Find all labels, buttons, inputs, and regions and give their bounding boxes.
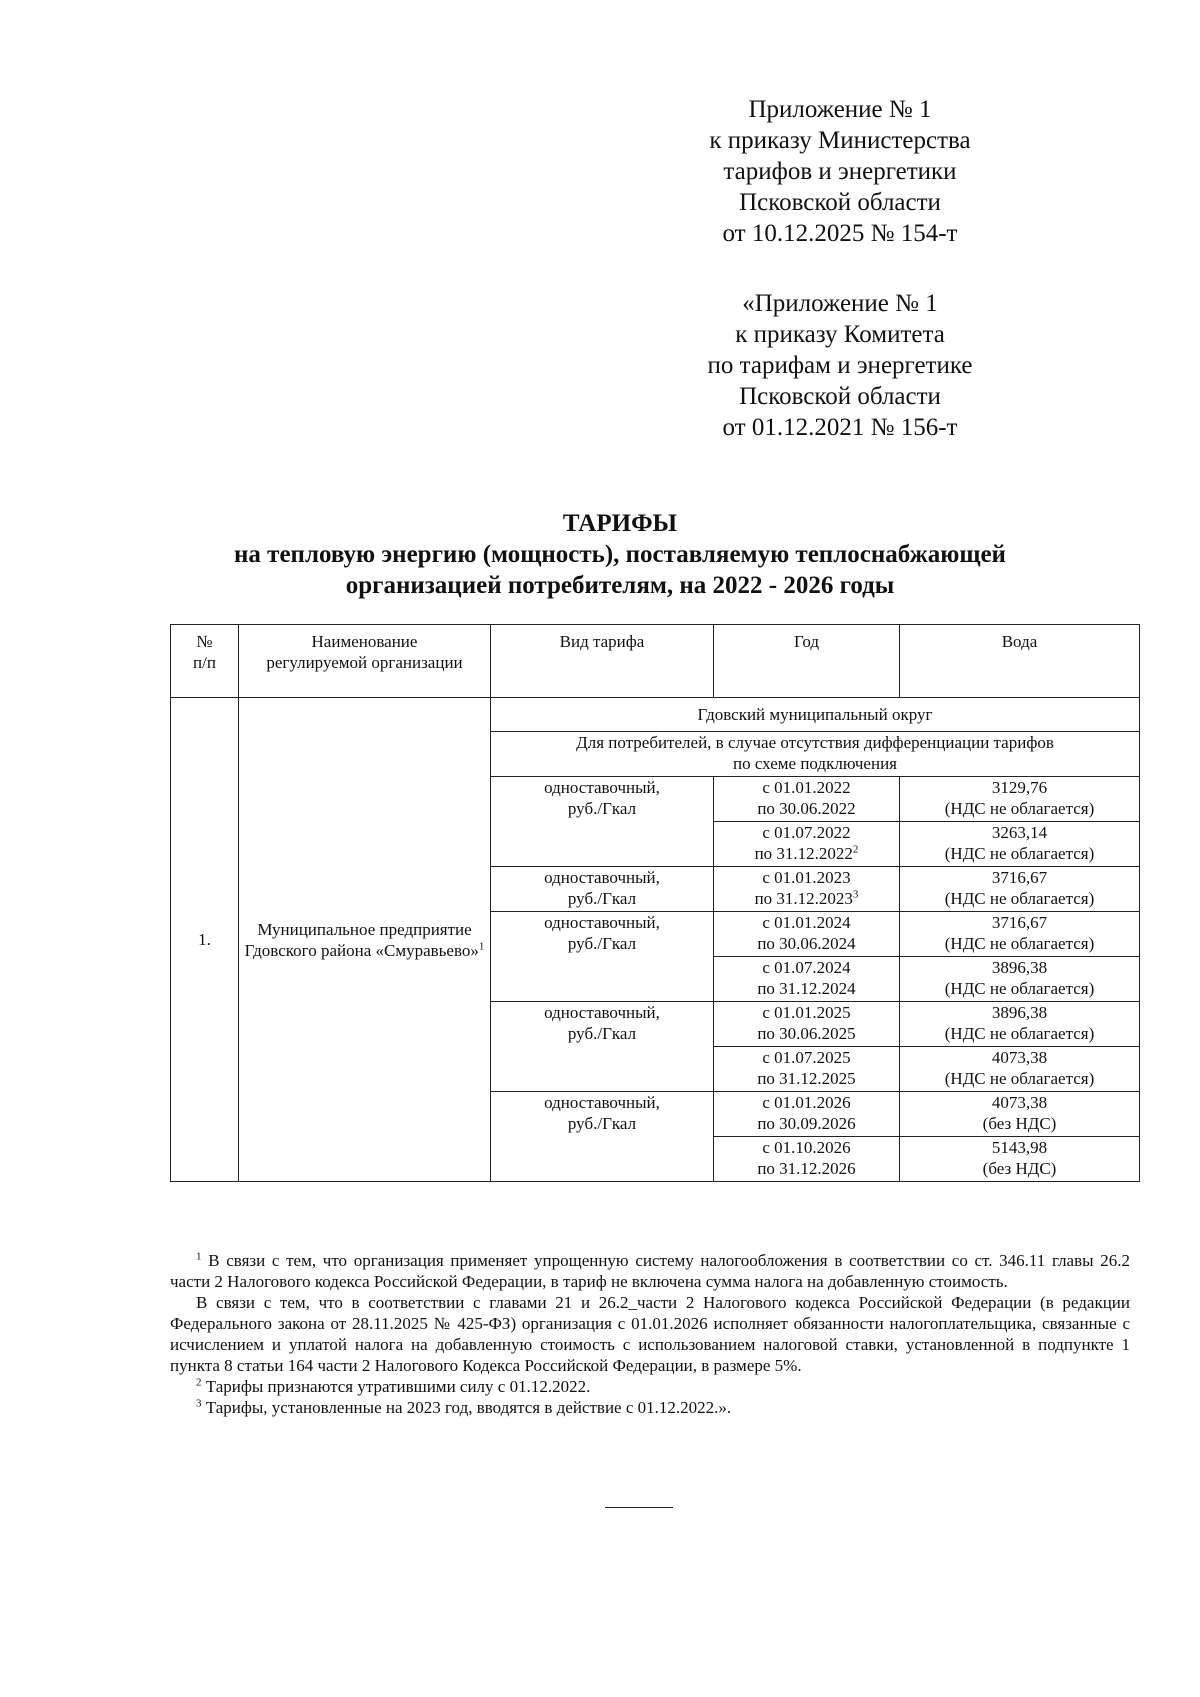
water-tariff: 3129,76 (НДС не облагается) [900,777,1140,822]
footnote-1-continuation: В связи с тем, что в соответствии с главами 21 и 26.2_части 2 Налогового кодекса Российской Федерации (в редакции Федерального закона от 28.11.2025 № 425-ФЗ) организация с 01.01.2026 исполняет обязанности налогоплательщика, связанные с исчислением и уплатой налога на добавленную стоимость с использованием налоговой ставки, установленной в подпункте 1 пункта 8 статьи 164 части 2 Налогового Кодекса Российской Федерации, в размере 5%. [170,1293,1130,1375]
period: с 01.07.2024 по 31.12.2024 [714,957,900,1002]
tariff-type: одноставочный, руб./Гкал [491,1092,714,1182]
header-number: № п/п [171,625,239,698]
period: с 01.10.2026 по 31.12.2026 [714,1137,900,1182]
appendix-line: тарифов и энергетики [723,158,957,185]
water-tariff: 3716,67 (НДС не облагается) [900,912,1140,957]
tariff-type: одноставочный, руб./Гкал [491,867,714,912]
district-name: Гдовский муниципальный округ [491,698,1140,732]
row-number: 1. [171,698,239,1182]
period: с 01.01.2022 по 30.06.2022 [714,777,900,822]
water-tariff: 3896,38 (НДС не облагается) [900,957,1140,1002]
footnote-3: $^3$ Тарифы, установленные на 2023 год, вводятся в действие с 01.12.2022.». [196,1397,732,1417]
water-tariff: 5143,98 (без НДС) [900,1137,1140,1182]
title-line: ТАРИФЫ [562,510,678,537]
appendix-line: от 10.12.2025 № 154-т [722,220,958,247]
header-organization: Наименование регулируемой организации [239,625,491,698]
period: с 01.01.2024 по 30.06.2024 [714,912,900,957]
document-title [150,508,1090,601]
period: с 01.01.2026 по 30.09.2026 [714,1092,900,1137]
water-tariff: 3716,67 (НДС не облагается) [900,867,1140,912]
appendix-line: Приложение № 1 [748,96,932,123]
footnote-ref: 1 [478,939,485,952]
tariff-type: одноставочный, руб./Гкал [491,1002,714,1092]
original-appendix-line: «Приложение № 1 [742,290,938,317]
footnote-1: $^1$ В связи с тем, что организация применяет упрощенную систему налогообложения в соответствии со ст. 346.11 главы 26.2 части 2 Налогового кодекса Российской Федерации, в тариф не включена сумма налога на добавленную стоимость. [170,1250,1130,1291]
water-tariff: 3896,38 (НДС не облагается) [900,1002,1140,1047]
water-tariff: 4073,38 (без НДС) [900,1092,1140,1137]
title-line: на тепловую энергию (мощность), поставляемую теплоснабжающей [234,541,1006,568]
original-appendix-line: Псковской области [739,383,941,410]
period: с 01.01.2023 по 31.12.2023$^3$ [714,867,900,912]
period: с 01.07.2025 по 31.12.2025 [714,1047,900,1092]
organization-name: Муниципальное предприятие Гдовского района «Смуравьево»$^1$ [239,698,491,1182]
appendix-line: Псковской области [739,189,941,216]
tariff-type: одноставочный, руб./Гкал [491,777,714,867]
footnotes [170,1250,1130,1418]
closing-rule [605,1507,673,1508]
original-appendix-line: от 01.12.2021 № 156-т [722,414,958,441]
appendix-header [680,94,1000,249]
original-appendix-header [680,288,1000,443]
tariff-type: одноставочный, руб./Гкал [491,912,714,1002]
footnote-2: $^2$ Тарифы признаются утратившими силу с 01.12.2022. [196,1376,591,1396]
district-row [171,698,1140,732]
original-appendix-line: к приказу Комитета [735,321,945,348]
appendix-line: к приказу Министерства [709,127,971,154]
tariff-table [170,624,1140,1182]
header-year: Год [714,625,900,698]
consumer-note: Для потребителей, в случае отсутствия дифференциации тарифов по схеме подключения [491,732,1140,777]
title-line: организацией потребителям, на 2022 - 2026 годы [345,572,895,599]
water-tariff: 3263,14 (НДС не облагается) [900,822,1140,867]
water-tariff: 4073,38 (НДС не облагается) [900,1047,1140,1092]
period: с 01.01.2025 по 30.06.2025 [714,1002,900,1047]
table-header-row [171,625,1140,698]
period: с 01.07.2022 по 31.12.2022$^2$ [714,822,900,867]
original-appendix-line: по тарифам и энергетике [707,352,973,379]
header-tariff-type: Вид тарифа [491,625,714,698]
header-water: Вода [900,625,1140,698]
